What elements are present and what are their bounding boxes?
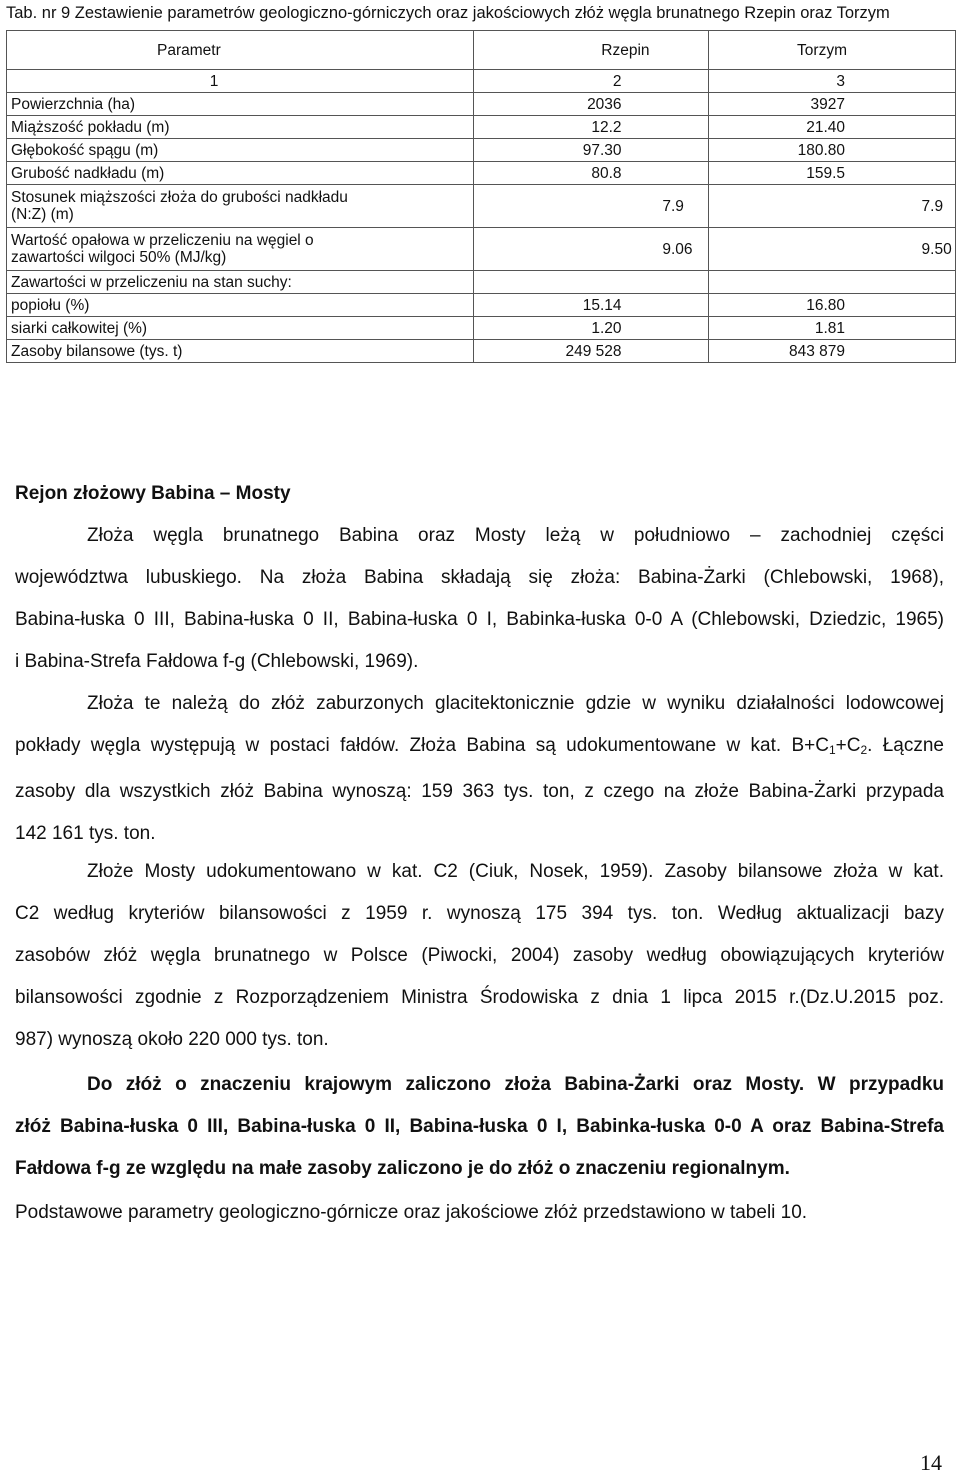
text-line: Babina-łuska 0 III, Babina-łuska 0 II, Babina-łuska 0 I, Babinka-łuska 0-0 A (Chlebowski, Dziedzic, 1965) [15, 609, 944, 630]
column-number: 2 [474, 70, 708, 93]
text-line: Fałdowa f-g ze względu na małe zasoby zaliczono je do złóż o znaczeniu regionalnym. [15, 1158, 790, 1179]
table-header-row [7, 31, 956, 70]
param-cell [7, 228, 474, 271]
param-cell [7, 185, 474, 228]
table-row [7, 317, 956, 340]
header-torzym: Torzym [708, 31, 955, 70]
text-line: Złoże Mosty udokumentowano w kat. C2 (Ciuk, Nosek, 1959). Zasoby bilansowe złoża w kat. [87, 861, 944, 882]
paragraph-4 [15, 1064, 944, 1190]
param-cell: Powierzchnia (ha) [7, 93, 474, 116]
text-line: bilansowości zgodnie z Rozporządzeniem Ministra Środowiska z dnia 1 lipca 2015 r.(Dz.U.2015 poz. [15, 987, 944, 1008]
torzym-cell [708, 271, 955, 294]
table-row [7, 294, 956, 317]
torzym-cell: 159.5 [708, 162, 955, 185]
rzepin-cell: 2036 [474, 93, 708, 116]
torzym-cell: 9.50 [708, 228, 955, 271]
table-caption: Tab. nr 9 Zestawienie parametrów geologiczno-górniczych oraz jakościowych złóż węgla brunatnego Rzepin oraz Torzym [6, 4, 890, 22]
rzepin-cell: 80.8 [474, 162, 708, 185]
paragraph-1 [15, 515, 944, 683]
table-row [7, 271, 956, 294]
param-cell: Głębokość spągu (m) [7, 139, 474, 162]
column-number-row [7, 70, 956, 93]
torzym-cell: 180.80 [708, 139, 955, 162]
page-number: 14 [920, 1450, 942, 1475]
torzym-cell: 1.81 [708, 317, 955, 340]
rzepin-cell: 1.20 [474, 317, 708, 340]
param-cell: Grubość nadkładu (m) [7, 162, 474, 185]
rzepin-cell: 7.9 [474, 185, 708, 228]
paragraph-5: Podstawowe parametry geologiczno-górnicze oraz jakościowe złóż przedstawiono w tabeli 10. [15, 1202, 808, 1223]
paragraph-3 [15, 851, 944, 1061]
table-row [7, 139, 956, 162]
rzepin-cell: 12.2 [474, 116, 708, 139]
torzym-cell: 3927 [708, 93, 955, 116]
table-row [7, 93, 956, 116]
param-line: (N:Z) (m) [11, 206, 74, 223]
subscript: 1 [828, 743, 836, 757]
table-row [7, 228, 956, 271]
text-line [15, 725, 944, 771]
table-row [7, 185, 956, 228]
torzym-cell: 7.9 [708, 185, 955, 228]
table-row [7, 340, 956, 363]
text-segment: +C [835, 735, 861, 756]
text-line: zasoby dla wszystkich złóż Babina wynoszą: 159 363 tys. ton, z czego na złoże Babina-Żarki przypada [15, 781, 944, 802]
param-line: zawartości wilgoci 50% (MJ/kg) [11, 249, 227, 266]
param-line: Wartość opałowa w przeliczeniu na węgiel o [11, 232, 314, 249]
paragraph-2 [15, 683, 944, 855]
text-line: Złoża te należą do złóż zaburzonych glacitektonicznie gdzie w wyniku działalności lodowcowej [87, 693, 944, 714]
param-cell: Zasoby bilansowe (tys. t) [7, 340, 474, 363]
text-line: województwa lubuskiego. Na złoża Babina składają się złoża: Babina-Żarki (Chlebowski, 1968), [15, 567, 944, 588]
text-line: zasobów złóż węgla brunatnego w Polsce (Piwocki, 2004) zasoby według obowiązujących kryteriów [15, 945, 944, 966]
text-line: 987) wynoszą około 220 000 tys. ton. [15, 1029, 329, 1050]
param-line: Stosunek miąższości złoża do grubości nadkładu [11, 189, 348, 206]
param-cell: siarki całkowitej (%) [7, 317, 474, 340]
torzym-cell: 843 879 [708, 340, 955, 363]
rzepin-cell: 249 528 [474, 340, 708, 363]
rzepin-cell: 97.30 [474, 139, 708, 162]
rzepin-cell: 15.14 [474, 294, 708, 317]
rzepin-cell [474, 271, 708, 294]
param-cell: popiołu (%) [7, 294, 474, 317]
text-line: Do złóż o znaczeniu krajowym zaliczono złoża Babina-Żarki oraz Mosty. W przypadku [87, 1074, 944, 1095]
subscript: 2 [860, 743, 868, 757]
torzym-cell: 16.80 [708, 294, 955, 317]
text-line: Złoża węgla brunatnego Babina oraz Mosty leżą w południowo – zachodniej części [87, 525, 944, 546]
rzepin-cell: 9.06 [474, 228, 708, 271]
column-number: 1 [7, 70, 474, 93]
param-cell: Miąższość pokładu (m) [7, 116, 474, 139]
param-cell: Zawartości w przeliczeniu na stan suchy: [7, 271, 474, 294]
text-line: i Babina-Strefa Fałdowa f-g (Chlebowski, 1969). [15, 651, 419, 672]
text-line: C2 według kryteriów bilansowości z 1959 r. wynoszą 175 394 tys. ton. Według aktualizacji bazy [15, 903, 944, 924]
text-line: 142 161 tys. ton. [15, 823, 156, 844]
table-row [7, 162, 956, 185]
header-rzepin: Rzepin [474, 31, 708, 70]
text-segment: . Łączne [867, 735, 944, 756]
column-number: 3 [708, 70, 955, 93]
torzym-cell: 21.40 [708, 116, 955, 139]
parameters-table [6, 30, 956, 363]
section-heading: Rejon złożowy Babina – Mosty [15, 483, 291, 504]
text-line: złóż Babina-łuska 0 III, Babina-łuska 0 II, Babina-łuska 0 I, Babinka-łuska 0-0 A oraz Babina-Strefa [15, 1116, 944, 1137]
text-segment: pokłady węgla występują w postaci fałdów. Złoża Babina są udokumentowane w kat. B+C [15, 735, 829, 756]
header-parametr: Parametr [7, 31, 474, 70]
table-row [7, 116, 956, 139]
